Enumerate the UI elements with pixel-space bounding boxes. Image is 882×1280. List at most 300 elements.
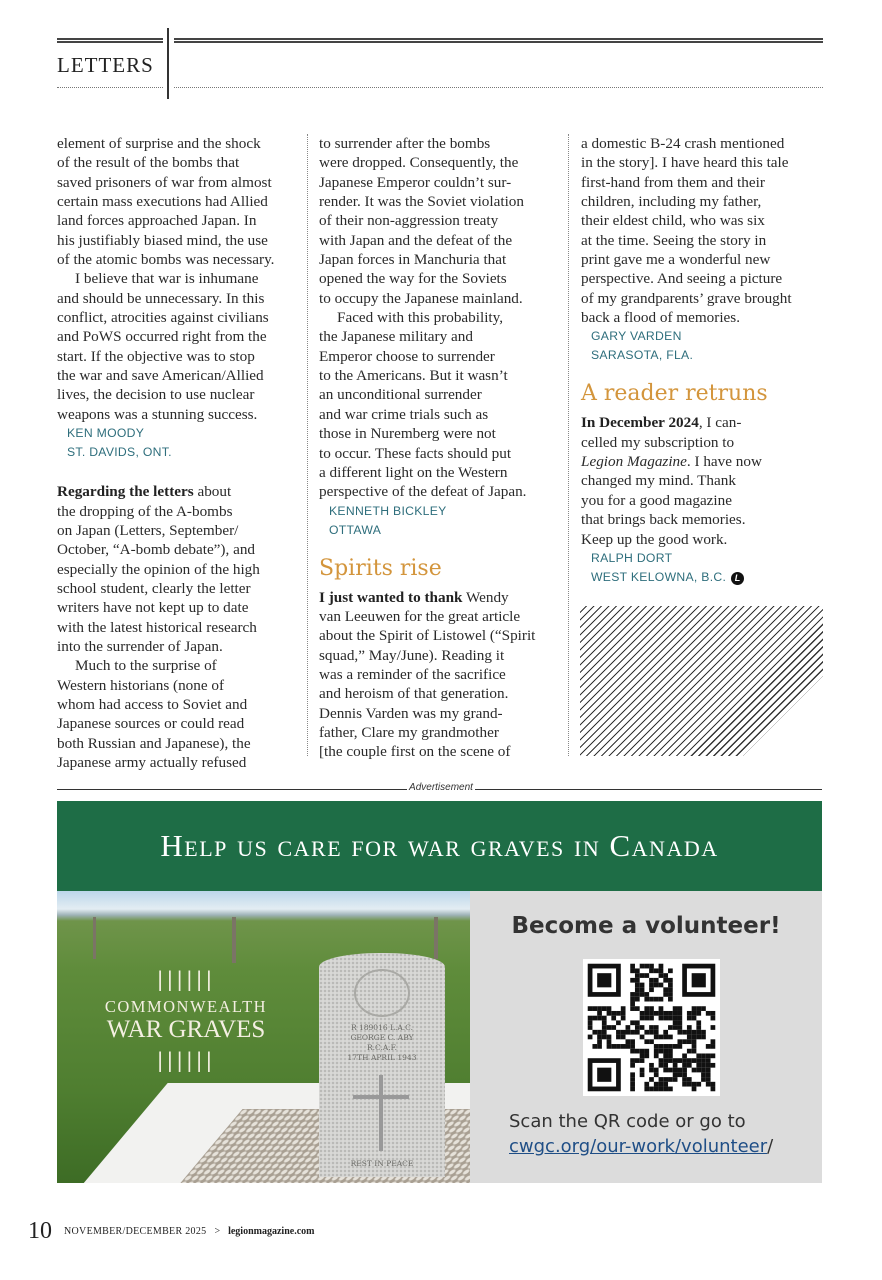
text-span: both Russian and Japanese), the [57,734,251,752]
qr-module [611,1011,616,1016]
qr-module [621,1006,626,1011]
qr-module [692,1016,697,1021]
qr-module [677,1011,682,1016]
qr-module [687,1016,692,1021]
inscription-line: GEORGE C. ABY [350,1033,414,1042]
fence-post [93,917,96,959]
text-line [319,250,569,269]
qr-module [682,1053,687,1058]
qr-module [706,1044,711,1049]
qr-module [659,973,664,978]
inscription-line: 17TH APRIL 1943 [347,1053,417,1062]
legion-l-logo-icon: L [731,572,744,585]
signature-text: KENNETH BICKLEY [329,503,447,518]
qr-module [611,1025,616,1030]
qr-module [663,1030,668,1035]
text-line [581,269,831,288]
text-line [57,676,307,695]
text-line [581,289,831,308]
qr-module [640,1072,645,1077]
qr-module [692,1044,697,1049]
text-span: print gave me a wonderful new [581,251,771,269]
text-span: October, “A-bomb debate”), and [57,541,256,559]
qr-module [682,1039,687,1044]
qr-module [649,964,654,969]
qr-module [668,1016,673,1021]
text-span: especially the opinion of the high [57,560,260,578]
text-line [57,347,307,366]
section-title: LETTERS [57,53,154,77]
text-span: an unconditional surrender [319,386,482,404]
text-span: and heroism of that generation. [319,685,509,703]
qr-module [677,1016,682,1021]
signature-text: GARY VARDEN [591,329,682,344]
qr-module [711,1053,716,1058]
text-span: and PoWS occurred right from the [57,328,267,346]
text-line [319,153,569,172]
text-span: Japan forces in Manchuria that [319,251,507,269]
qr-module [692,1087,697,1092]
qr-module [673,1072,678,1077]
text-span: writers have not kept up to date [57,599,249,617]
text-line [581,413,831,432]
text-span: to the Americans. But it wasn’t [319,367,508,385]
text-span: father, Clare my grandmother [319,723,499,741]
headstone-cross-bar [353,1095,409,1099]
letter-heading: A reader retruns [581,381,768,407]
column-1 [57,134,307,772]
text-line [319,192,569,211]
text-line [57,482,307,501]
qr-module [640,1011,645,1016]
qr-module [654,978,659,983]
qr-module [621,1011,626,1016]
qr-module [701,1030,706,1035]
qr-module [668,983,673,988]
qr-module [706,1053,711,1058]
qr-module [630,1049,635,1054]
text-line [57,385,307,404]
column-3 [581,134,831,589]
qr-module [706,1011,711,1016]
qr-module [640,1049,645,1054]
text-span: Keep up the good work. [581,530,728,548]
qr-module [649,1016,654,1021]
text-span: Japanese Emperor couldn’t sur- [319,173,512,191]
qr-module [687,1039,692,1044]
qr-module [649,978,654,983]
qr-module [659,1082,664,1087]
qr-module [649,997,654,1002]
fence-post [434,917,438,959]
qr-module [640,1068,645,1073]
qr-module [588,1025,593,1030]
column-2 [319,134,569,762]
qr-module [692,1039,697,1044]
cwgc-logo [91,969,281,1070]
signature-text: SARASOTA, FLA. [591,348,694,363]
signature-text: RALPH DORT [591,550,673,565]
headstone-cross [379,1075,383,1151]
qr-module [635,968,640,973]
text-span: to surrender after the bombs [319,135,491,152]
qr-module [659,1016,664,1021]
text-span: and should be unnecessary. In this [57,289,265,307]
text-line [57,637,307,656]
qr-module [611,1016,616,1021]
text-span: in the story]. I have heard this tale [581,154,789,172]
page-number: 10 [28,1218,52,1244]
text-line [57,134,307,153]
text-line [57,695,307,714]
text-span: Emperor choose to surrender [319,347,495,365]
qr-module [663,978,668,983]
text-line [319,347,569,366]
text-span: with Japan and the defeat of the [319,231,513,249]
qr-module [654,968,659,973]
qr-module [673,1020,678,1025]
qr-module [673,1068,678,1073]
qr-module [701,1053,706,1058]
qr-module [668,1053,673,1058]
qr-module [659,964,664,969]
qr-module [644,1082,649,1087]
qr-module [630,1020,635,1025]
text-span: of the atomic bombs was necessary. [57,251,275,269]
qr-module [649,1030,654,1035]
qr-module [626,1025,631,1030]
text-line [319,684,569,703]
header-dotted-right [174,87,823,88]
text-line [581,491,831,510]
text-line [581,452,831,471]
text-line [57,211,307,230]
signature-text: WEST KELOWNA, B.C. [591,569,727,584]
text-line [319,646,569,665]
qr-module [673,1077,678,1082]
qr-module [597,1006,602,1011]
qr-module [668,1077,673,1082]
qr-module [701,1068,706,1073]
qr-module [602,1035,607,1040]
qr-module [677,1068,682,1073]
qr-finder [597,973,611,987]
text-span: perspective. And seeing a picture [581,270,783,288]
volunteer-link[interactable]: cwgc.org/our-work/volunteer [509,1136,768,1157]
text-span: I believe that war is inhumane [75,270,259,288]
inscription-line: R.C.A.F. [366,1043,398,1052]
text-line [319,463,569,482]
qr-module [621,1035,626,1040]
text-line [57,618,307,637]
qr-module [692,1006,697,1011]
text-line [319,134,569,153]
qr-module [668,968,673,973]
qr-module [659,1058,664,1063]
qr-module [630,1044,635,1049]
text-line [581,231,831,250]
header-divider [167,28,169,99]
qr-module [711,1016,716,1021]
text-span: [the couple first on the scene of [319,743,511,761]
qr-module [602,1020,607,1025]
text-line [319,289,569,308]
text-span: to occur. These facts should put [319,444,512,462]
qr-module [668,1087,673,1092]
qr-module [630,1082,635,1087]
text-span: was a reminder of the sacrifice [319,665,506,683]
text-line [581,250,831,269]
qr-module [663,1016,668,1021]
qr-finder [692,973,706,987]
qr-module [588,1035,593,1040]
text-span: van Leeuwen for the great article [319,607,521,625]
qr-module [588,1006,593,1011]
qr-module [668,992,673,997]
text-span: with the latest historical research [57,618,257,636]
qr-module [621,1016,626,1021]
text-span: perspective of the defeat of Japan. [319,483,527,501]
lead-in: Regarding the letters [57,483,194,501]
qr-module [673,1025,678,1030]
text-span: that brings back memories. [581,511,746,529]
signature-text: ST. DAVIDS, ONT. [67,445,172,460]
qr-module [611,1044,616,1049]
qr-module [677,1072,682,1077]
qr-module [659,1035,664,1040]
qr-module [597,1039,602,1044]
qr-module [640,983,645,988]
qr-module [616,1035,621,1040]
qr-module [673,1058,678,1063]
qr-module [663,1058,668,1063]
qr-module [630,968,635,973]
inscription-line: R 189016 L.A.C. [350,1023,414,1032]
text-line [57,521,307,540]
scan-instructions [509,1109,773,1159]
text-line [319,723,569,742]
logo-line-2: WAR GRAVES [106,1016,266,1043]
author-location [57,443,307,462]
qr-module [682,1058,687,1063]
headstone [319,953,445,1177]
text-line [581,153,831,172]
qr-module [692,1049,697,1054]
qr-module [630,1039,635,1044]
text-span: . I have now [686,453,762,471]
qr-module [640,1025,645,1030]
qr-module [654,1072,659,1077]
qr-module [654,1044,659,1049]
qr-module [663,1082,668,1087]
qr-module [649,987,654,992]
qr-module [668,1058,673,1063]
volunteer-title: Become a volunteer! [511,913,781,939]
qr-module [696,1063,701,1068]
qr-module [677,1044,682,1049]
text-line [57,308,307,327]
qr-module [635,1030,640,1035]
text-span: the dropping of the A-bombs [57,502,233,520]
qr-module [588,1016,593,1021]
qr-module [673,1011,678,1016]
text-line [57,502,307,521]
lead-in: I just wanted to thank [319,588,463,606]
text-span: weapons was a stunning success. [57,405,258,423]
qr-module [687,1063,692,1068]
scan-text: Scan the QR code or go to [509,1111,746,1132]
text-span: Western historians (none of [57,676,225,694]
qr-module [692,1030,697,1035]
qr-module [696,1006,701,1011]
qr-module [630,1058,635,1063]
qr-module [687,1082,692,1087]
text-span: children, including my father, [581,193,762,211]
war-grave-photo [57,891,470,1183]
text-line [57,269,307,288]
qr-module [659,1006,664,1011]
text-span: render. It was the Soviet violation [319,193,524,211]
text-span: a different light on the Western [319,463,508,481]
qr-module [621,1044,626,1049]
qr-module [659,968,664,973]
text-line [319,607,569,626]
fence-post [232,917,236,963]
text-span: the Japanese military and [319,328,473,346]
qr-module [644,973,649,978]
qr-module [692,1082,697,1087]
qr-module [659,1063,664,1068]
text-line [319,405,569,424]
ad-banner[interactable]: Help us care for war graves in Canada [57,801,822,891]
qr-module [616,1020,621,1025]
text-line [319,444,569,463]
text-line [319,704,569,723]
qr-module [696,1053,701,1058]
qr-module [654,983,659,988]
qr-module [654,1082,659,1087]
qr-module [711,1063,716,1068]
letter-author [319,502,569,521]
text-line [581,308,831,327]
text-line [57,327,307,346]
qr-module [673,1044,678,1049]
qr-module [621,1030,626,1035]
author-location [581,568,831,587]
qr-module [654,997,659,1002]
header-dotted-left [57,87,163,88]
qr-module [649,1011,654,1016]
qr-module [635,1006,640,1011]
qr-module [696,1020,701,1025]
qr-module [607,1011,612,1016]
logo-bars-top: |||||| [156,967,216,991]
qr-module [682,1077,687,1082]
text-span: of the result of the bombs that [57,154,240,172]
qr-module [687,1058,692,1063]
qr-module [696,1068,701,1073]
qr-module [644,964,649,969]
qr-module [706,1072,711,1077]
letter-author [581,327,831,346]
headstone-epitaph: REST IN PEACE [350,1159,414,1168]
italic-title: Legion Magazine [581,453,687,471]
text-line [57,753,307,772]
qr-module [711,1025,716,1030]
text-span: his justifiably biased mind, the use [57,231,268,249]
text-line [319,482,569,501]
qr-module [659,1077,664,1082]
text-line [581,530,831,549]
qr-module [644,1006,649,1011]
qr-module [706,1077,711,1082]
qr-module [649,983,654,988]
qr-module [696,1058,701,1063]
qr-module [592,1030,597,1035]
qr-module [626,1039,631,1044]
qr-module [640,973,645,978]
text-line [57,714,307,733]
qr-module [668,987,673,992]
qr-module [630,964,635,969]
qr-module [616,1030,621,1035]
qr-module [668,1011,673,1016]
issue-date: NOVEMBER/DECEMBER 2025 [64,1226,207,1237]
text-span: first-hand from them and their [581,173,765,191]
qr-module [668,997,673,1002]
qr-module [663,1063,668,1068]
text-span: start. If the objective was to stop [57,347,255,365]
qr-module [706,1058,711,1063]
qr-code[interactable] [583,959,720,1096]
text-span: into the surrender of Japan. [57,637,223,655]
qr-module [649,968,654,973]
qr-module [668,1049,673,1054]
qr-module [687,1011,692,1016]
qr-module [682,1063,687,1068]
qr-module [644,1030,649,1035]
qr-module [673,1006,678,1011]
website-link[interactable]: legionmagazine.com [228,1226,315,1237]
qr-module [677,1058,682,1063]
qr-module [673,1063,678,1068]
text-span: Dennis Varden was my grand- [319,704,503,722]
qr-module [626,1030,631,1035]
qr-module [673,1016,678,1021]
qr-module [668,1068,673,1073]
text-line [57,579,307,598]
qr-module [602,1016,607,1021]
qr-module [644,1039,649,1044]
qr-module [687,1030,692,1035]
qr-module [696,1030,701,1035]
text-span: and war crime trials such as [319,405,489,423]
qr-module [692,1068,697,1073]
headstone-emblem [354,969,410,1017]
qr-module [626,1044,631,1049]
text-line [57,250,307,269]
qr-module [663,1044,668,1049]
lead-in: In December 2024 [581,414,699,432]
qr-module [607,1035,612,1040]
qr-module [635,997,640,1002]
text-span: those in Nuremberg were not [319,425,496,443]
text-line [319,327,569,346]
qr-module [659,1044,664,1049]
logo-line-1: COMMONWEALTH [104,997,268,1016]
text-line [319,231,569,250]
headstone-inscription [319,1023,445,1063]
